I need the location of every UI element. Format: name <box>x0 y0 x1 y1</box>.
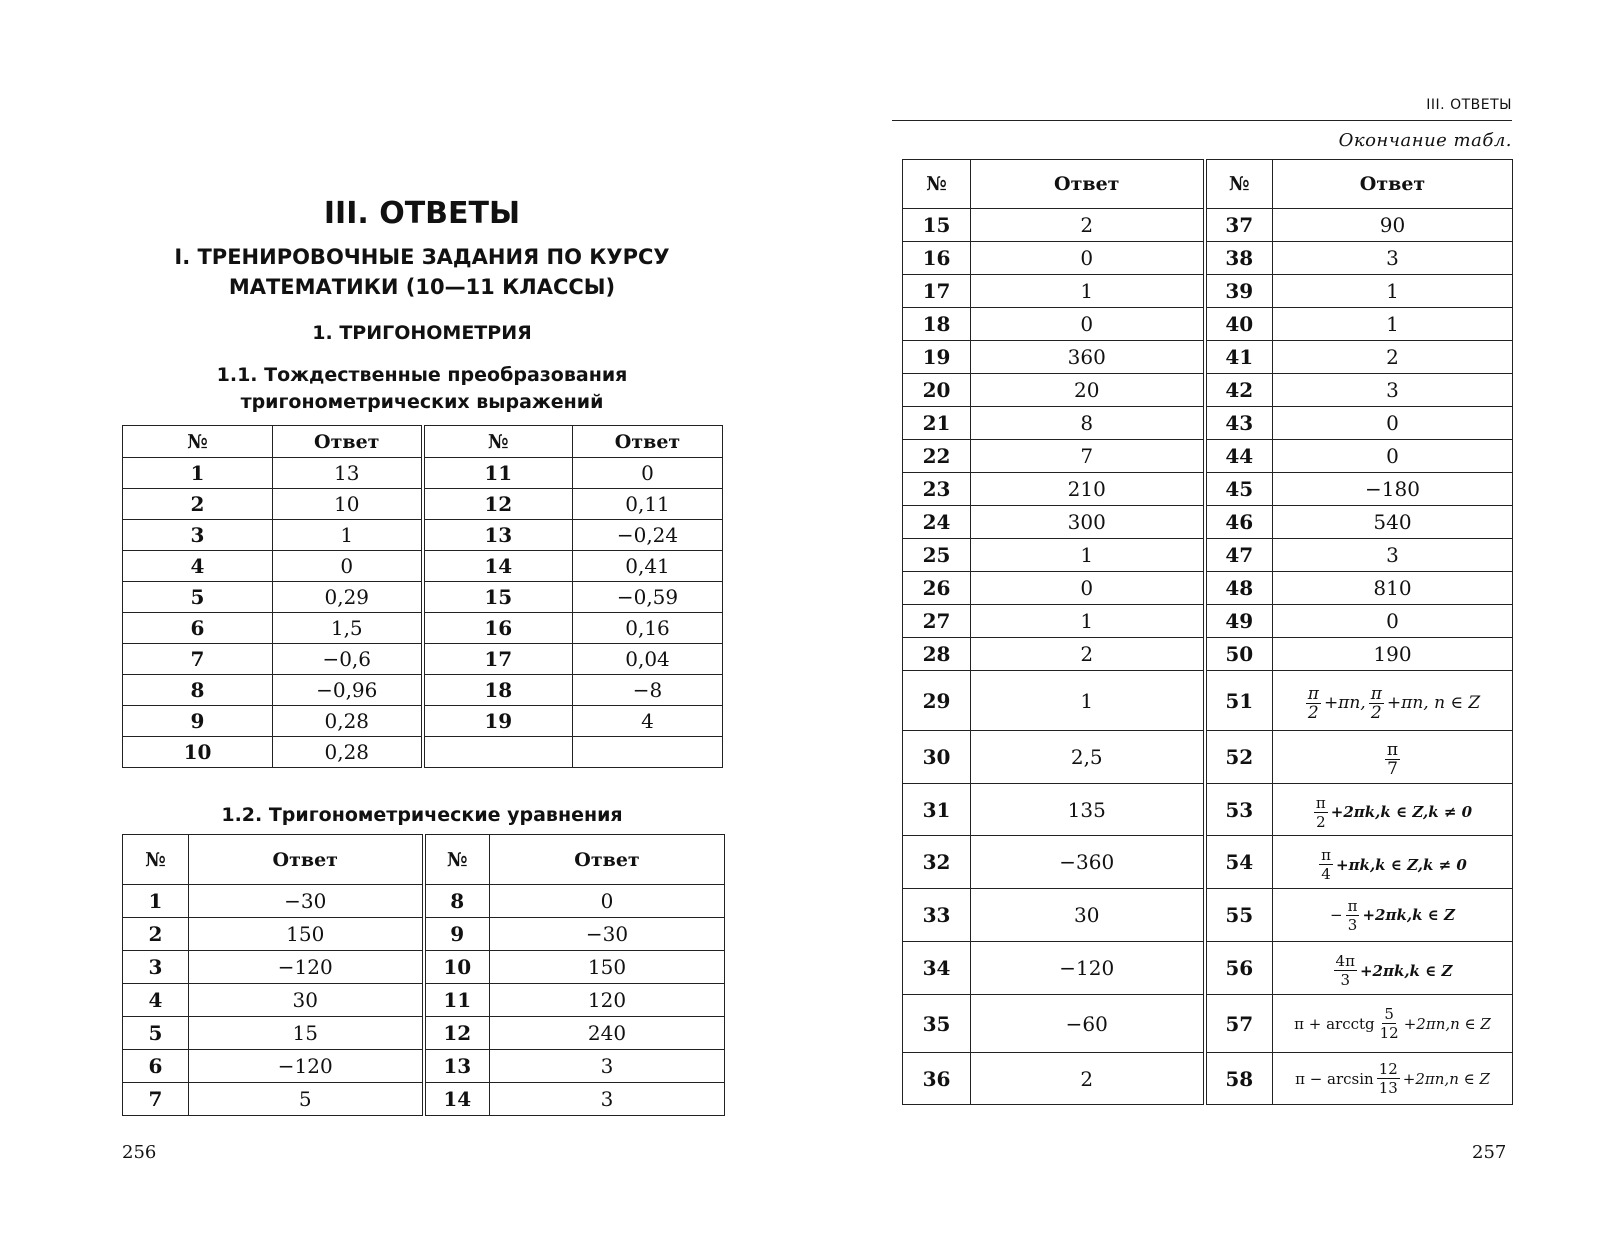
answer-value: −120 <box>189 951 424 984</box>
fraction: $\frac{\pi}{7}$ <box>1386 740 1399 779</box>
col-header-number: № <box>424 835 490 885</box>
table-row <box>123 551 723 582</box>
col-header-number: № <box>903 160 971 209</box>
task-number: 40 <box>1205 308 1273 341</box>
answer-value: −8 <box>573 675 723 706</box>
answer-formula: − $\frac{\pi}{3}$ +2πk,k ∈ Z <box>1273 889 1513 942</box>
right-page <box>810 0 1620 1258</box>
fraction: $\frac{5}{12}$ <box>1379 1005 1399 1042</box>
task-number: 15 <box>903 209 971 242</box>
table-row <box>903 784 1513 836</box>
answer-value: 4 <box>573 706 723 737</box>
answer-formula: π − arcsin $\frac{12}{13}$ +2πn,n ∈ Z <box>1273 1053 1513 1105</box>
answer-value: 30 <box>189 984 424 1017</box>
task-number: 51 <box>1205 671 1273 731</box>
fraction: $\frac{\pi}{3}$ <box>1347 896 1358 934</box>
task-number: 47 <box>1205 539 1273 572</box>
table-row <box>123 644 723 675</box>
task-number: 10 <box>424 951 490 984</box>
task-number: 19 <box>903 341 971 374</box>
table-continuation-note: Окончание табл. <box>1338 130 1512 151</box>
table-row <box>123 1050 725 1083</box>
task-number: 49 <box>1205 605 1273 638</box>
task-number: 55 <box>1205 889 1273 942</box>
task-number: 19 <box>423 706 573 737</box>
answer-value: 90 <box>1273 209 1513 242</box>
answer-value: −0,24 <box>573 520 723 551</box>
task-number: 12 <box>423 489 573 520</box>
table-row <box>903 407 1513 440</box>
task-number: 3 <box>123 951 189 984</box>
table-row <box>123 918 725 951</box>
table-row <box>123 951 725 984</box>
col-header-answer: Ответ <box>189 835 424 885</box>
table-row <box>123 675 723 706</box>
answer-value: 2 <box>971 1053 1205 1105</box>
task-number: 1 <box>123 458 273 489</box>
table-row <box>903 1053 1513 1105</box>
answer-value: 8 <box>971 407 1205 440</box>
answers-table-1-2 <box>122 834 725 1116</box>
task-number: 24 <box>903 506 971 539</box>
task-number: 38 <box>1205 242 1273 275</box>
answer-value: 300 <box>971 506 1205 539</box>
answer-value: 15 <box>189 1017 424 1050</box>
task-number: 15 <box>423 582 573 613</box>
part-title <box>122 242 722 302</box>
answer-value: 1,5 <box>273 613 423 644</box>
task-number: 44 <box>1205 440 1273 473</box>
answer-value: 120 <box>490 984 725 1017</box>
task-number: 37 <box>1205 209 1273 242</box>
answer-value: 1 <box>971 275 1205 308</box>
answer-value: 0 <box>273 551 423 582</box>
page-number-left: 256 <box>122 1142 157 1163</box>
table-row <box>123 489 723 520</box>
fraction: $\frac{\pi}{2}$ <box>1307 683 1319 723</box>
table-row <box>903 209 1513 242</box>
answer-value: −180 <box>1273 473 1513 506</box>
task-number: 7 <box>123 644 273 675</box>
col-header-answer: Ответ <box>573 426 723 458</box>
table-row <box>903 572 1513 605</box>
task-number: 25 <box>903 539 971 572</box>
answer-value: 2 <box>971 638 1205 671</box>
subsection-2-title: 1.2. Тригонометрические уравнения <box>221 804 623 826</box>
table-row <box>903 341 1513 374</box>
part-title-line1: I. ТРЕНИРОВОЧНЫЕ ЗАДАНИЯ ПО КУРСУ <box>174 245 670 269</box>
answer-value: 20 <box>971 374 1205 407</box>
task-number: 6 <box>123 613 273 644</box>
answer-formula <box>1273 731 1513 784</box>
task-number: 29 <box>903 671 971 731</box>
answer-value: 0 <box>1273 407 1513 440</box>
task-number: 6 <box>123 1050 189 1083</box>
table-row <box>123 1017 725 1050</box>
table-row <box>903 440 1513 473</box>
task-number: 52 <box>1205 731 1273 784</box>
answer-value: 0,41 <box>573 551 723 582</box>
answer-value: 1 <box>971 539 1205 572</box>
table-row <box>903 671 1513 731</box>
table-row <box>903 473 1513 506</box>
table-row <box>903 242 1513 275</box>
table-row <box>903 308 1513 341</box>
table-row <box>123 706 723 737</box>
table-row <box>903 275 1513 308</box>
answer-value: 3 <box>1273 539 1513 572</box>
fraction: $\frac{\pi}{4}$ <box>1321 846 1331 883</box>
task-number: 11 <box>424 984 490 1017</box>
table-header-row <box>903 160 1513 209</box>
task-number: 13 <box>424 1050 490 1083</box>
answer-value: 1 <box>273 520 423 551</box>
task-number: 8 <box>123 675 273 706</box>
task-number: 14 <box>424 1083 490 1116</box>
task-number: 18 <box>903 308 971 341</box>
answer-value: −0,6 <box>273 644 423 675</box>
task-number: 5 <box>123 1017 189 1050</box>
answer-formula: $\frac{\pi}{4}$ +πk,k ∈ Z,k ≠ 0 <box>1273 836 1513 889</box>
running-head: III. ОТВЕТЫ <box>1426 97 1512 113</box>
answer-formula: $\frac{\pi}{2}$ +2πk,k ∈ Z,k ≠ 0 <box>1273 784 1513 836</box>
answer-value: 150 <box>490 951 725 984</box>
col-header-number: № <box>1205 160 1273 209</box>
answer-value: −360 <box>971 836 1205 889</box>
table-row <box>123 458 723 489</box>
task-number: 42 <box>1205 374 1273 407</box>
task-number: 53 <box>1205 784 1273 836</box>
task-number: 17 <box>423 644 573 675</box>
task-number: 4 <box>123 551 273 582</box>
table-row <box>123 737 723 768</box>
task-number <box>423 737 573 768</box>
answer-value: 190 <box>1273 638 1513 671</box>
answer-value: 0 <box>971 308 1205 341</box>
answer-value: 0,11 <box>573 489 723 520</box>
section-title: 1. ТРИГОНОМЕТРИЯ <box>312 322 532 344</box>
answer-value: 540 <box>1273 506 1513 539</box>
task-number: 26 <box>903 572 971 605</box>
table-row <box>903 374 1513 407</box>
running-head-rule <box>892 120 1512 121</box>
task-number: 48 <box>1205 572 1273 605</box>
table-row <box>123 613 723 644</box>
task-number: 39 <box>1205 275 1273 308</box>
answer-value: 0 <box>971 242 1205 275</box>
chapter-title: III. ОТВЕТЫ <box>323 196 521 231</box>
answer-value: 2,5 <box>971 731 1205 784</box>
task-number: 2 <box>123 489 273 520</box>
task-number: 43 <box>1205 407 1273 440</box>
task-number: 20 <box>903 374 971 407</box>
table-row <box>903 638 1513 671</box>
task-number: 58 <box>1205 1053 1273 1105</box>
answer-value: 1 <box>971 605 1205 638</box>
task-number: 3 <box>123 520 273 551</box>
answer-value: 2 <box>1273 341 1513 374</box>
col-header-number: № <box>423 426 573 458</box>
answer-formula: $\frac{4\pi}{3}$ +2πk,k ∈ Z <box>1273 942 1513 995</box>
task-number: 16 <box>423 613 573 644</box>
task-number: 57 <box>1205 995 1273 1053</box>
answer-value: 240 <box>490 1017 725 1050</box>
task-number: 10 <box>123 737 273 768</box>
task-number: 7 <box>123 1083 189 1116</box>
answer-value <box>573 737 723 768</box>
answer-formula: $\frac{\pi}{2}$ +πn, $\frac{\pi}{2}$ +πn, n ∈ Z <box>1273 671 1513 731</box>
answer-value: 3 <box>1273 242 1513 275</box>
answer-value: 0,16 <box>573 613 723 644</box>
col-header-answer: Ответ <box>1273 160 1513 209</box>
answer-value: 0,28 <box>273 737 423 768</box>
answer-value: 3 <box>490 1050 725 1083</box>
col-header-answer: Ответ <box>273 426 423 458</box>
task-number: 36 <box>903 1053 971 1105</box>
answers-table-continued <box>902 159 1513 1105</box>
task-number: 17 <box>903 275 971 308</box>
answer-value: −60 <box>971 995 1205 1053</box>
fraction: $\frac{12}{13}$ <box>1378 1060 1398 1097</box>
task-number: 16 <box>903 242 971 275</box>
answer-value: 2 <box>971 209 1205 242</box>
task-number: 5 <box>123 582 273 613</box>
task-number: 34 <box>903 942 971 995</box>
answer-value: 1 <box>1273 275 1513 308</box>
task-number: 23 <box>903 473 971 506</box>
answer-value: 0 <box>971 572 1205 605</box>
answer-value: −30 <box>189 885 424 918</box>
answer-formula: π + arcctg $\frac{5}{12}$ +2πn,n ∈ Z <box>1273 995 1513 1053</box>
col-header-answer: Ответ <box>971 160 1205 209</box>
task-number: 35 <box>903 995 971 1053</box>
task-number: 33 <box>903 889 971 942</box>
table-row <box>903 889 1513 942</box>
answer-value: 0 <box>1273 440 1513 473</box>
table-header-row <box>123 835 725 885</box>
task-number: 56 <box>1205 942 1273 995</box>
task-number: 50 <box>1205 638 1273 671</box>
task-number: 54 <box>1205 836 1273 889</box>
table-row <box>123 1083 725 1116</box>
answer-value: 0,28 <box>273 706 423 737</box>
table-row <box>903 995 1513 1053</box>
task-number: 1 <box>123 885 189 918</box>
task-number: 11 <box>423 458 573 489</box>
table-row <box>903 506 1513 539</box>
task-number: 28 <box>903 638 971 671</box>
answer-value: 135 <box>971 784 1205 836</box>
answer-value: 30 <box>971 889 1205 942</box>
page-number-right: 257 <box>1472 1142 1507 1163</box>
task-number: 13 <box>423 520 573 551</box>
answer-value: 7 <box>971 440 1205 473</box>
col-header-answer: Ответ <box>490 835 725 885</box>
task-number: 18 <box>423 675 573 706</box>
task-number: 30 <box>903 731 971 784</box>
task-number: 27 <box>903 605 971 638</box>
task-number: 46 <box>1205 506 1273 539</box>
answer-value: 1 <box>1273 308 1513 341</box>
task-number: 4 <box>123 984 189 1017</box>
answer-value: 0 <box>573 458 723 489</box>
table-row <box>903 942 1513 995</box>
task-number: 14 <box>423 551 573 582</box>
answer-value: 3 <box>490 1083 725 1116</box>
answer-value: 5 <box>189 1083 424 1116</box>
answer-value: −30 <box>490 918 725 951</box>
answer-value: −120 <box>971 942 1205 995</box>
table-row <box>903 836 1513 889</box>
answer-value: 150 <box>189 918 424 951</box>
answer-value: −0,59 <box>573 582 723 613</box>
fraction: $\frac{4\pi}{3}$ <box>1335 952 1355 989</box>
subsection-1-line2: тригонометрических выражений <box>240 391 604 413</box>
answer-value: 3 <box>1273 374 1513 407</box>
answer-value: 0,04 <box>573 644 723 675</box>
task-number: 9 <box>123 706 273 737</box>
answer-value: 0,29 <box>273 582 423 613</box>
answers-table-1-1 <box>122 425 723 768</box>
task-number: 41 <box>1205 341 1273 374</box>
subsection-1-title <box>122 362 722 416</box>
table-row <box>123 582 723 613</box>
col-header-number: № <box>123 426 273 458</box>
task-number: 22 <box>903 440 971 473</box>
fraction: $\frac{\pi}{2}$ <box>1370 683 1382 723</box>
part-title-line2: МАТЕМАТИКИ (10—11 КЛАССЫ) <box>228 275 616 299</box>
task-number: 32 <box>903 836 971 889</box>
table-row <box>903 605 1513 638</box>
table-row <box>123 885 725 918</box>
task-number: 45 <box>1205 473 1273 506</box>
task-number: 31 <box>903 784 971 836</box>
col-header-number: № <box>123 835 189 885</box>
table-row <box>903 731 1513 784</box>
answer-value: −120 <box>189 1050 424 1083</box>
table-row <box>123 984 725 1017</box>
table-header-row <box>123 426 723 458</box>
task-number: 8 <box>424 885 490 918</box>
table-row <box>123 520 723 551</box>
fraction: $\frac{\pi}{2}$ <box>1315 793 1326 831</box>
answer-value: 0 <box>1273 605 1513 638</box>
answer-value: −0,96 <box>273 675 423 706</box>
answer-value: 810 <box>1273 572 1513 605</box>
table-row <box>903 539 1513 572</box>
task-number: 21 <box>903 407 971 440</box>
answer-value: 0 <box>490 885 725 918</box>
task-number: 2 <box>123 918 189 951</box>
task-number: 12 <box>424 1017 490 1050</box>
answer-value: 360 <box>971 341 1205 374</box>
task-number: 9 <box>424 918 490 951</box>
answer-value: 1 <box>971 671 1205 731</box>
answer-value: 210 <box>971 473 1205 506</box>
answer-value: 13 <box>273 458 423 489</box>
subsection-1-line1: 1.1. Тождественные преобразования <box>216 364 628 386</box>
answer-value: 10 <box>273 489 423 520</box>
